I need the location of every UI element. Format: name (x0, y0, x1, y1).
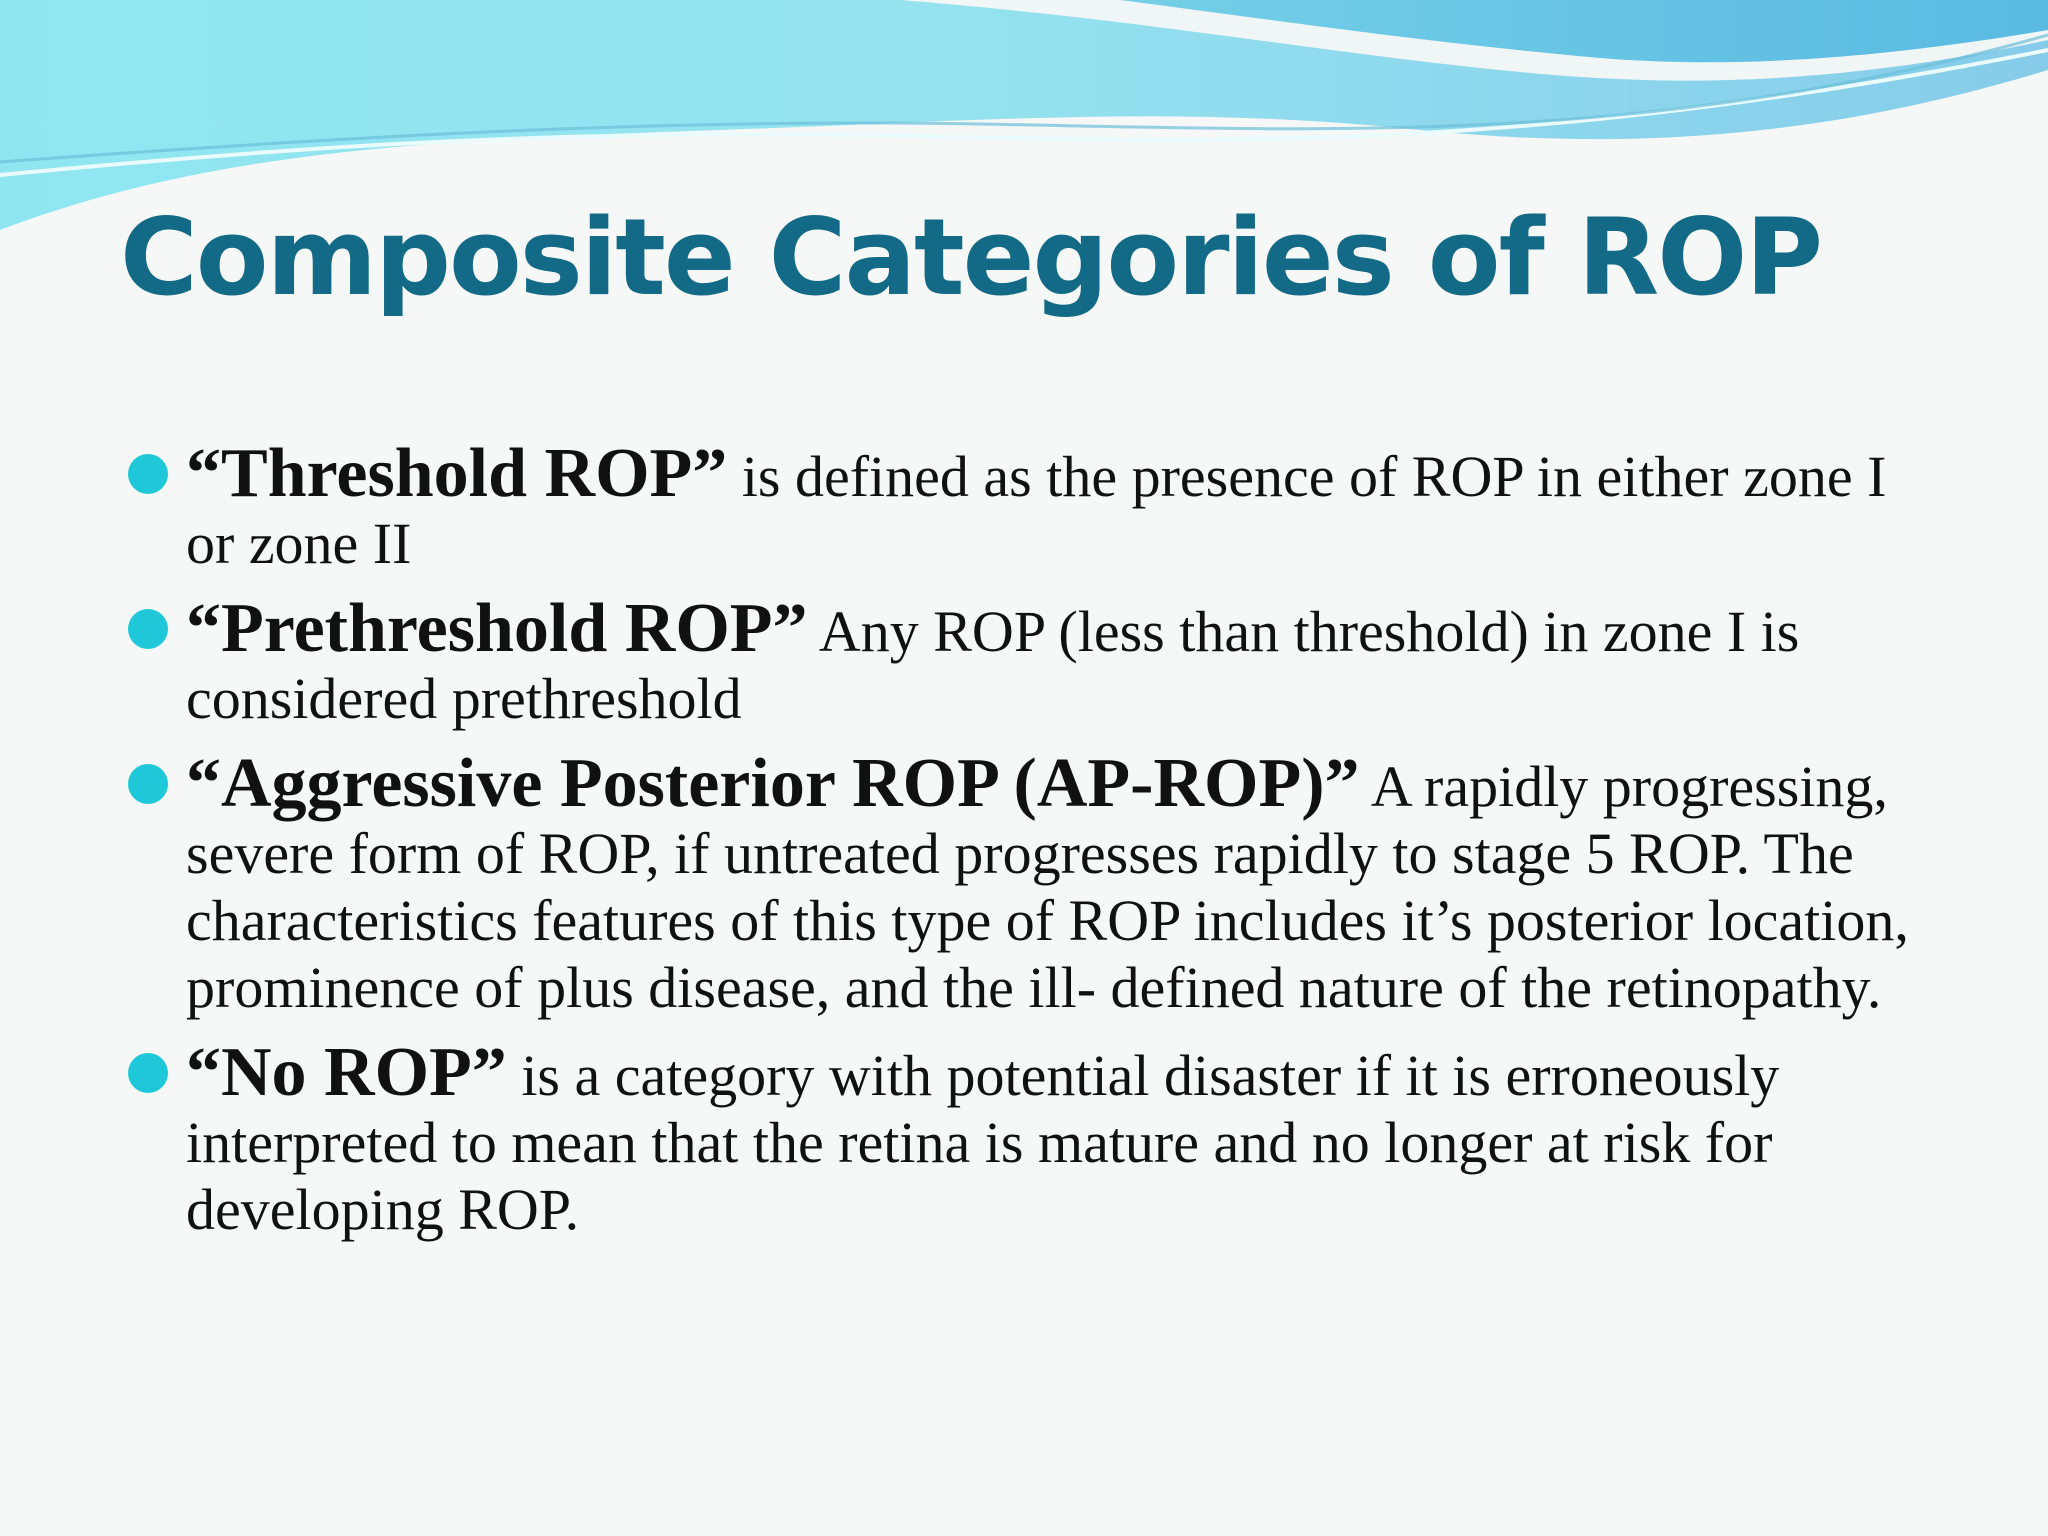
bullet-text: is defined as the presence of ROP in either zone I or zone II (186, 444, 1887, 576)
bullet-dot-icon (128, 609, 168, 649)
bullet-term: “No ROP” (186, 1034, 507, 1111)
bullet-list (128, 435, 1928, 1261)
bullet-term: “Prethreshold ROP” (186, 590, 808, 667)
slide-title: Composite Categories of ROP (120, 196, 1822, 319)
bullet-text: Any ROP (less than threshold) in zone I is considered prethreshold (186, 599, 1800, 731)
bullet-no-rop (128, 1034, 1928, 1243)
bullet-threshold-rop (128, 435, 1928, 577)
bullet-text: is a category with potential disaster if it is erroneously interpreted to mean that the retina is mature and no longer at risk for developing ROP. (186, 1043, 1780, 1242)
bullet-term: “Aggressive Posterior ROP (AP-ROP)” (186, 745, 1360, 822)
bullet-term: “Threshold ROP” (186, 435, 728, 512)
bullet-prethreshold-rop (128, 590, 1928, 732)
bullet-dot-icon (128, 764, 168, 804)
bullet-ap-rop (128, 745, 1928, 1021)
bullet-dot-icon (128, 1053, 168, 1093)
bullet-dot-icon (128, 454, 168, 494)
bullet-text: A rapidly progressing, severe form of ROP, if untreated progresses rapidly to stage 5 ROP. The characteristics features of this type of ROP includes it’s posterior location, prominence of plus disease, and the ill- defined nature of the retinopathy. (186, 754, 1909, 1020)
